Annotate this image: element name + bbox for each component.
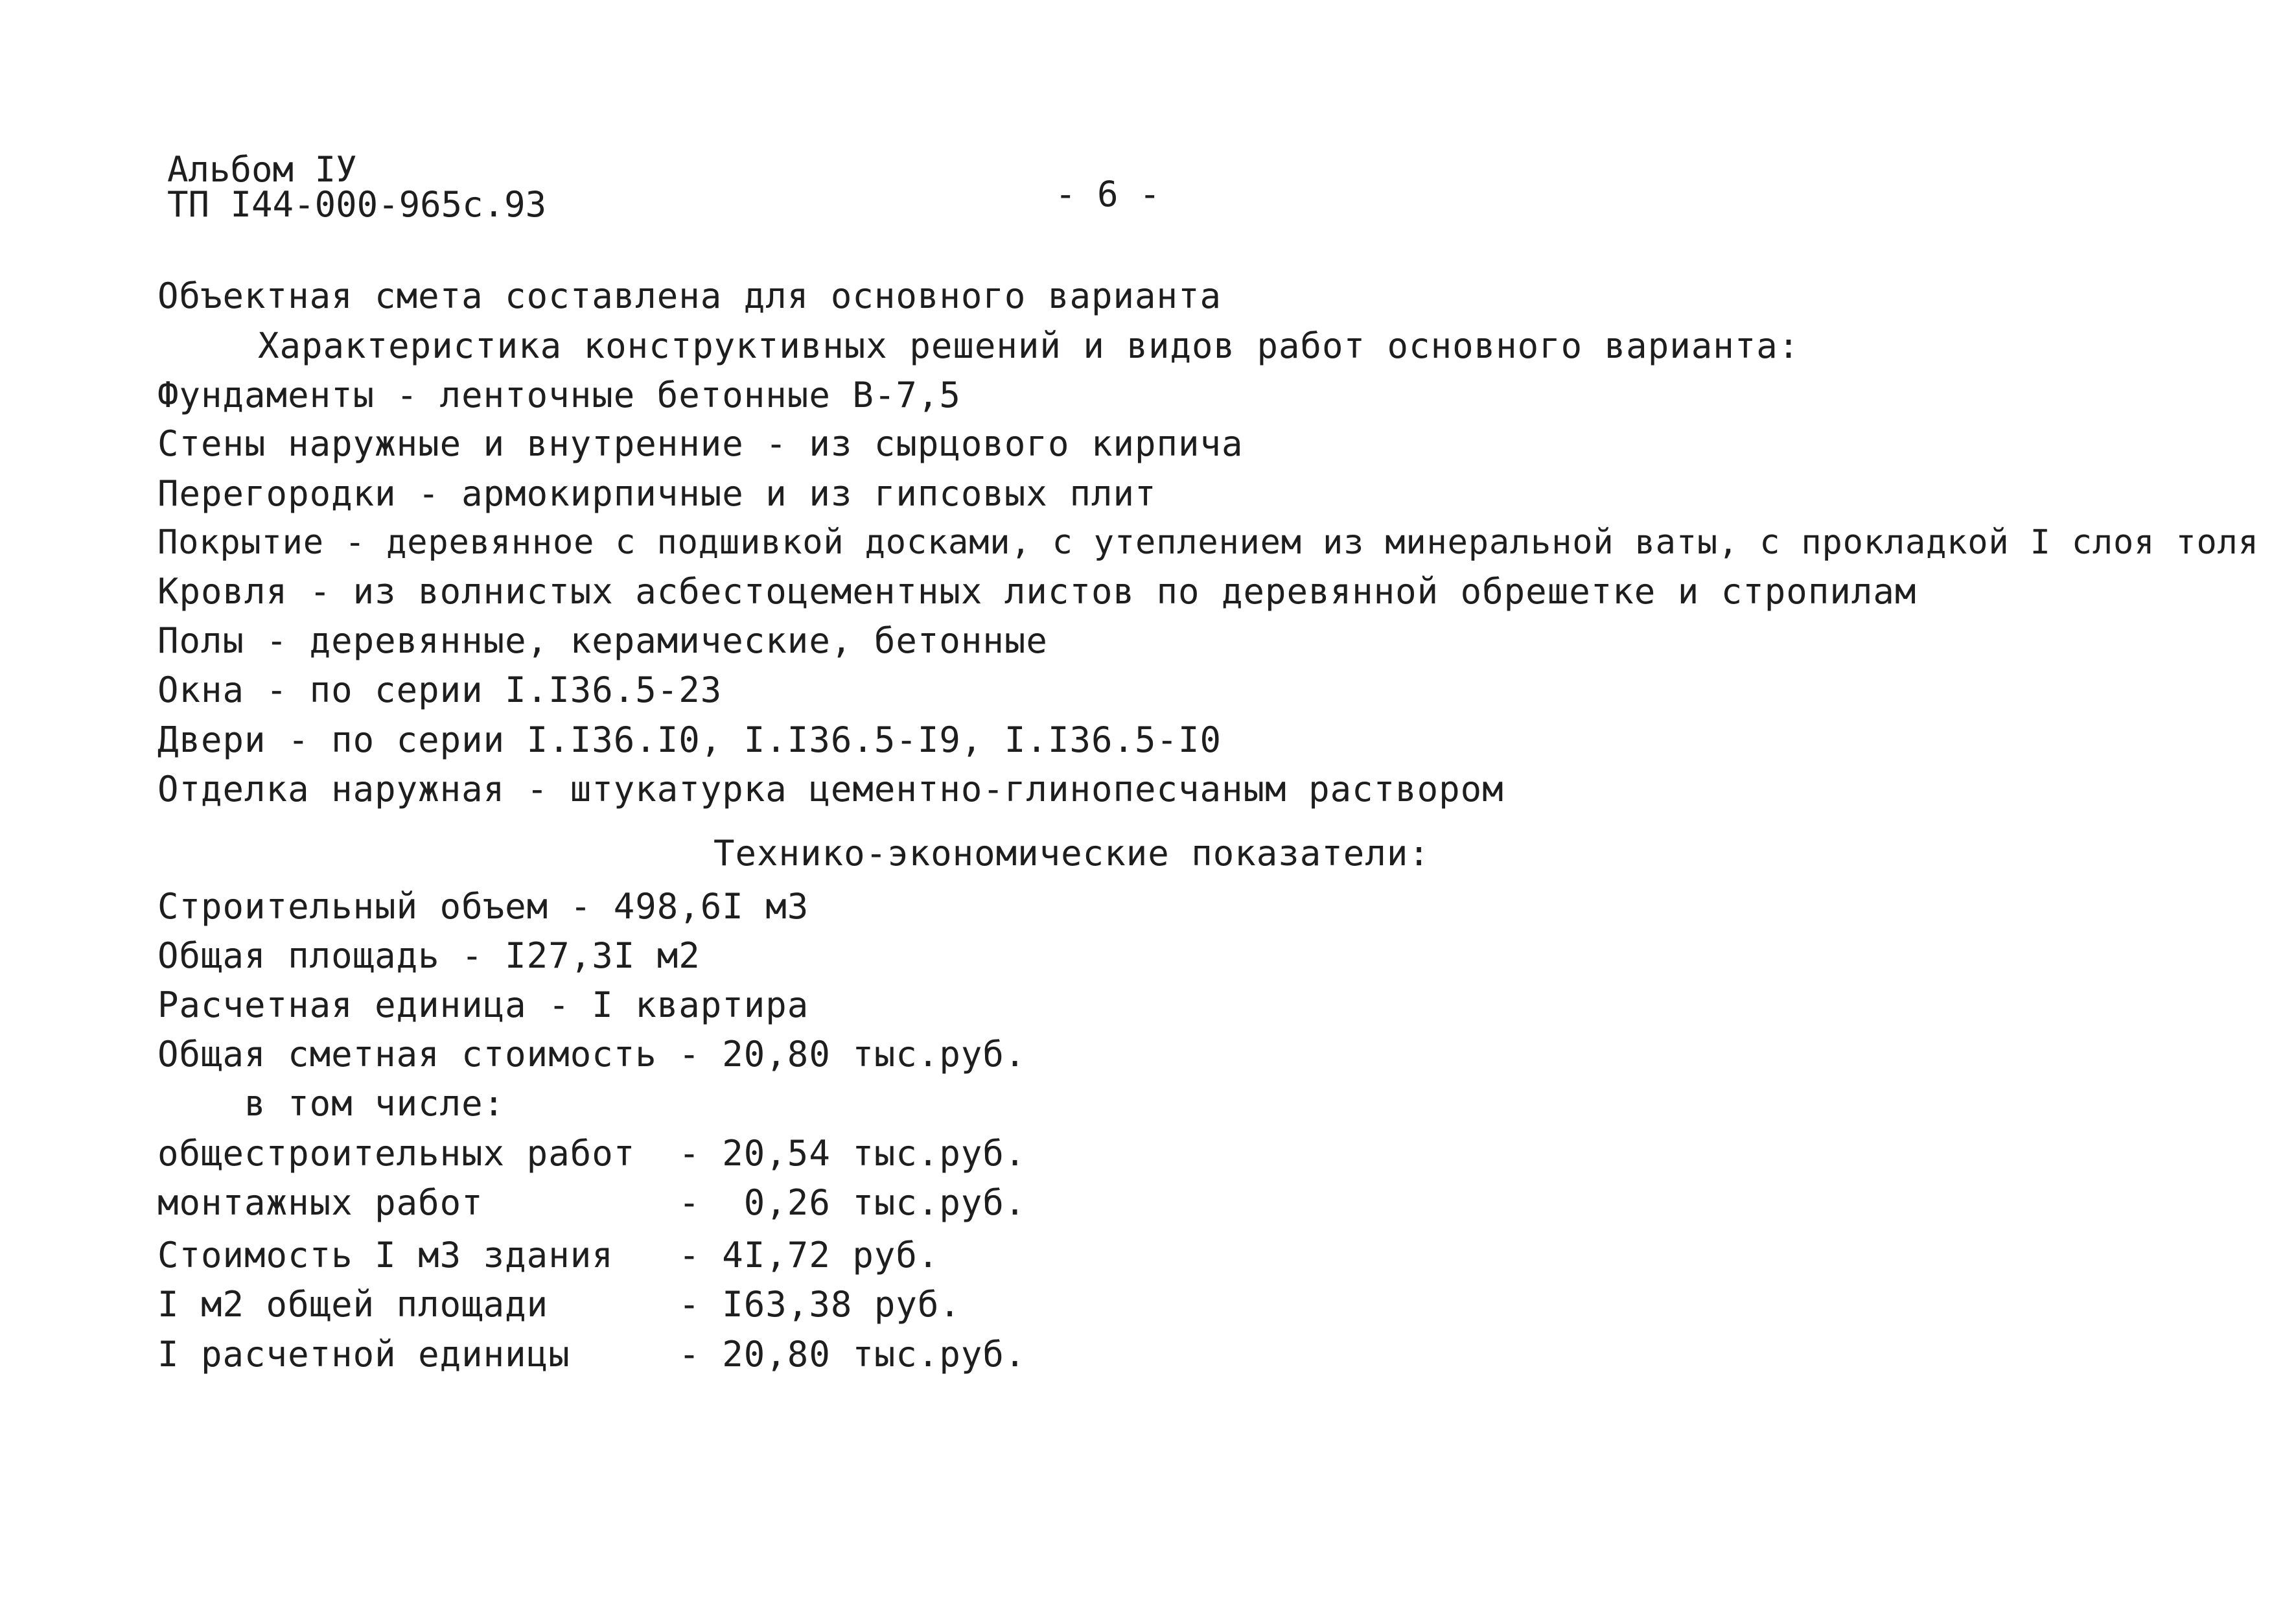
- characteristic-item: Отделка наружная - штукатурка цементно-глинопесчаным раствором: [157, 769, 1504, 810]
- indicator-item: в том числе:: [157, 1083, 505, 1124]
- project-code: ТП I44-000-965с.93: [167, 184, 547, 225]
- characteristics-title: Характеристика конструктивных решений и видов работ основного варианта:: [258, 325, 1800, 366]
- characteristic-item: Стены наружные и внутренние - из сырцового кирпича: [157, 423, 1244, 464]
- page-number: - 6 -: [1055, 174, 1161, 215]
- intro-text: Объектная смета составлена для основного варианта: [157, 275, 1222, 316]
- album-label: Альбом IУ: [167, 149, 357, 190]
- characteristic-item: Перегородки - армокирпичные и из гипсовых плит: [157, 473, 1157, 514]
- characteristic-item: Двери - по серии I.I36.I0, I.I36.5-I9, I.I36.5-I0: [157, 719, 1222, 760]
- characteristic-item: Фундаменты - ленточные бетонные В-7,5: [157, 375, 961, 415]
- indicator-item: I м2 общей площади - I63,38 руб.: [157, 1284, 961, 1325]
- indicator-item: общестроительных работ - 20,54 тыс.руб.: [157, 1133, 1026, 1174]
- characteristic-item: Полы - деревянные, керамические, бетонные: [157, 620, 1048, 661]
- indicators-title: Технико-экономические показатели:: [713, 833, 1430, 874]
- indicator-item: Строительный объем - 498,6I м3: [157, 886, 809, 927]
- indicator-item: Стоимость I м3 здания - 4I,72 руб.: [157, 1235, 940, 1276]
- indicator-item: Общая площадь - I27,3I м2: [157, 935, 701, 976]
- characteristic-item: Окна - по серии I.I36.5-23: [157, 670, 723, 710]
- characteristic-item: Кровля - из волнистых асбестоцементных листов по деревянной обрешетке и стропилам: [157, 571, 1917, 612]
- indicator-item: Общая сметная стоимость - 20,80 тыс.руб.: [157, 1034, 1026, 1075]
- indicator-item: I расчетной единицы - 20,80 тыс.руб.: [157, 1334, 1026, 1375]
- characteristic-item: Покрытие - деревянное с подшивкой досками, с утеплением из минеральной ваты, с прокладкой I слоя толя: [157, 523, 2259, 562]
- indicator-item: Расчетная единица - I квартира: [157, 985, 809, 1025]
- indicator-item: монтажных работ - 0,26 тыс.руб.: [157, 1182, 1026, 1223]
